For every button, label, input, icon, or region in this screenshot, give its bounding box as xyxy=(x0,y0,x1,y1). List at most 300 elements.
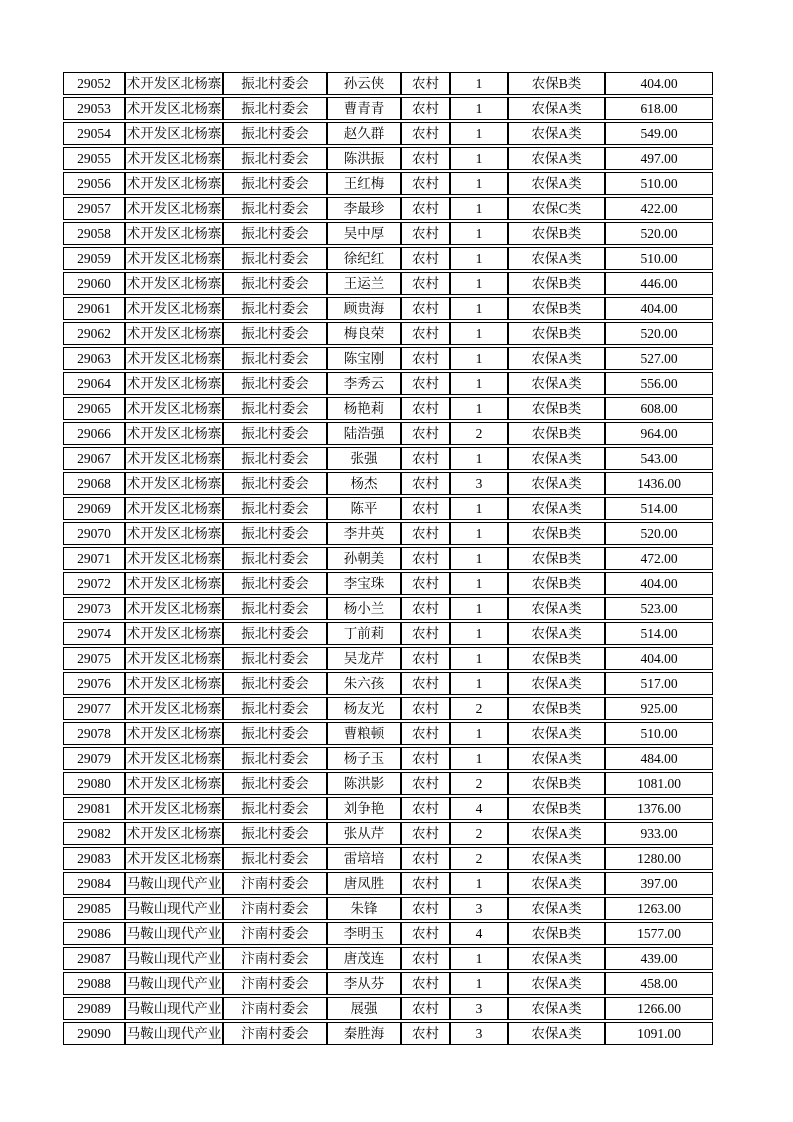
cell-record-id: 29069 xyxy=(63,497,125,520)
cell-village-committee: 振北村委会 xyxy=(223,847,327,870)
cell-village-committee: 振北村委会 xyxy=(223,197,327,220)
table-row xyxy=(63,147,713,170)
cell-person-name: 杨子玉 xyxy=(327,747,401,770)
cell-household-type: 农村 xyxy=(401,322,450,345)
cell-amount: 510.00 xyxy=(605,247,713,270)
cell-insurance-category: 农保B类 xyxy=(508,297,605,320)
cell-person-count: 1 xyxy=(450,572,508,595)
table-row xyxy=(63,997,713,1020)
cell-household-type: 农村 xyxy=(401,847,450,870)
cell-insurance-category: 农保A类 xyxy=(508,1022,605,1045)
cell-amount: 517.00 xyxy=(605,672,713,695)
cell-record-id: 29057 xyxy=(63,197,125,220)
cell-district: 马鞍山现代产业 xyxy=(125,897,223,920)
cell-record-id: 29082 xyxy=(63,822,125,845)
cell-district: 术开发区北杨寨 xyxy=(125,197,223,220)
cell-person-name: 梅良荣 xyxy=(327,322,401,345)
cell-record-id: 29075 xyxy=(63,647,125,670)
cell-person-name: 李秀云 xyxy=(327,372,401,395)
cell-insurance-category: 农保A类 xyxy=(508,672,605,695)
table-row xyxy=(63,922,713,945)
cell-insurance-category: 农保B类 xyxy=(508,72,605,95)
cell-person-name: 李井英 xyxy=(327,522,401,545)
cell-village-committee: 振北村委会 xyxy=(223,272,327,295)
cell-record-id: 29066 xyxy=(63,422,125,445)
cell-insurance-category: 农保A类 xyxy=(508,372,605,395)
table-row xyxy=(63,647,713,670)
cell-village-committee: 振北村委会 xyxy=(223,772,327,795)
cell-insurance-category: 农保B类 xyxy=(508,572,605,595)
cell-household-type: 农村 xyxy=(401,897,450,920)
cell-person-name: 吴龙芹 xyxy=(327,647,401,670)
table-row xyxy=(63,897,713,920)
cell-person-count: 1 xyxy=(450,622,508,645)
cell-district: 术开发区北杨寨 xyxy=(125,472,223,495)
cell-record-id: 29081 xyxy=(63,797,125,820)
document-page xyxy=(63,70,713,1047)
cell-household-type: 农村 xyxy=(401,447,450,470)
cell-record-id: 29062 xyxy=(63,322,125,345)
cell-person-name: 杨小兰 xyxy=(327,597,401,620)
cell-insurance-category: 农保B类 xyxy=(508,222,605,245)
cell-amount: 520.00 xyxy=(605,322,713,345)
cell-district: 术开发区北杨寨 xyxy=(125,72,223,95)
cell-person-count: 1 xyxy=(450,722,508,745)
cell-person-name: 孙朝美 xyxy=(327,547,401,570)
cell-record-id: 29085 xyxy=(63,897,125,920)
cell-amount: 446.00 xyxy=(605,272,713,295)
cell-district: 马鞍山现代产业 xyxy=(125,947,223,970)
table-row xyxy=(63,547,713,570)
cell-household-type: 农村 xyxy=(401,672,450,695)
cell-amount: 933.00 xyxy=(605,822,713,845)
cell-amount: 458.00 xyxy=(605,972,713,995)
table-row xyxy=(63,472,713,495)
cell-insurance-category: 农保A类 xyxy=(508,722,605,745)
cell-household-type: 农村 xyxy=(401,647,450,670)
cell-person-count: 1 xyxy=(450,147,508,170)
table-row xyxy=(63,722,713,745)
cell-person-count: 4 xyxy=(450,797,508,820)
cell-record-id: 29065 xyxy=(63,397,125,420)
cell-person-name: 杨杰 xyxy=(327,472,401,495)
cell-amount: 1266.00 xyxy=(605,997,713,1020)
cell-household-type: 农村 xyxy=(401,422,450,445)
cell-district: 马鞍山现代产业 xyxy=(125,922,223,945)
cell-household-type: 农村 xyxy=(401,547,450,570)
cell-district: 术开发区北杨寨 xyxy=(125,297,223,320)
table-row xyxy=(63,672,713,695)
cell-person-count: 1 xyxy=(450,172,508,195)
cell-person-count: 2 xyxy=(450,822,508,845)
cell-person-name: 雷培培 xyxy=(327,847,401,870)
cell-district: 术开发区北杨寨 xyxy=(125,272,223,295)
cell-household-type: 农村 xyxy=(401,822,450,845)
cell-record-id: 29067 xyxy=(63,447,125,470)
cell-household-type: 农村 xyxy=(401,147,450,170)
cell-insurance-category: 农保A类 xyxy=(508,97,605,120)
cell-record-id: 29084 xyxy=(63,872,125,895)
cell-amount: 608.00 xyxy=(605,397,713,420)
cell-record-id: 29063 xyxy=(63,347,125,370)
cell-amount: 1091.00 xyxy=(605,1022,713,1045)
cell-village-committee: 汴南村委会 xyxy=(223,897,327,920)
cell-district: 马鞍山现代产业 xyxy=(125,1022,223,1045)
cell-record-id: 29055 xyxy=(63,147,125,170)
cell-person-name: 曹粮顿 xyxy=(327,722,401,745)
cell-village-committee: 振北村委会 xyxy=(223,822,327,845)
cell-amount: 527.00 xyxy=(605,347,713,370)
cell-insurance-category: 农保B类 xyxy=(508,322,605,345)
cell-amount: 1081.00 xyxy=(605,772,713,795)
table-row xyxy=(63,122,713,145)
cell-record-id: 29083 xyxy=(63,847,125,870)
cell-amount: 510.00 xyxy=(605,722,713,745)
cell-household-type: 农村 xyxy=(401,1022,450,1045)
cell-village-committee: 振北村委会 xyxy=(223,547,327,570)
cell-insurance-category: 农保C类 xyxy=(508,197,605,220)
cell-district: 术开发区北杨寨 xyxy=(125,697,223,720)
cell-household-type: 农村 xyxy=(401,697,450,720)
cell-insurance-category: 农保B类 xyxy=(508,922,605,945)
cell-district: 术开发区北杨寨 xyxy=(125,122,223,145)
cell-record-id: 29078 xyxy=(63,722,125,745)
cell-household-type: 农村 xyxy=(401,197,450,220)
cell-record-id: 29052 xyxy=(63,72,125,95)
cell-district: 术开发区北杨寨 xyxy=(125,372,223,395)
cell-village-committee: 振北村委会 xyxy=(223,322,327,345)
cell-record-id: 29077 xyxy=(63,697,125,720)
cell-person-name: 孙云侠 xyxy=(327,72,401,95)
table-row xyxy=(63,372,713,395)
cell-record-id: 29076 xyxy=(63,672,125,695)
cell-person-count: 1 xyxy=(450,122,508,145)
cell-insurance-category: 农保A类 xyxy=(508,247,605,270)
cell-amount: 439.00 xyxy=(605,947,713,970)
cell-record-id: 29087 xyxy=(63,947,125,970)
cell-amount: 520.00 xyxy=(605,222,713,245)
cell-household-type: 农村 xyxy=(401,297,450,320)
cell-household-type: 农村 xyxy=(401,772,450,795)
table-row xyxy=(63,97,713,120)
cell-village-committee: 汴南村委会 xyxy=(223,997,327,1020)
cell-district: 术开发区北杨寨 xyxy=(125,622,223,645)
cell-amount: 404.00 xyxy=(605,297,713,320)
cell-district: 术开发区北杨寨 xyxy=(125,172,223,195)
cell-household-type: 农村 xyxy=(401,722,450,745)
cell-insurance-category: 农保A类 xyxy=(508,947,605,970)
cell-person-count: 3 xyxy=(450,472,508,495)
cell-district: 术开发区北杨寨 xyxy=(125,722,223,745)
cell-person-name: 陈宝刚 xyxy=(327,347,401,370)
cell-record-id: 29071 xyxy=(63,547,125,570)
cell-amount: 404.00 xyxy=(605,72,713,95)
table-row xyxy=(63,947,713,970)
cell-amount: 1263.00 xyxy=(605,897,713,920)
cell-person-name: 刘争艳 xyxy=(327,797,401,820)
table-row xyxy=(63,522,713,545)
table-row xyxy=(63,1022,713,1045)
cell-person-name: 李最珍 xyxy=(327,197,401,220)
cell-record-id: 29060 xyxy=(63,272,125,295)
cell-person-name: 吴中厚 xyxy=(327,222,401,245)
cell-insurance-category: 农保A类 xyxy=(508,997,605,1020)
cell-person-name: 张强 xyxy=(327,447,401,470)
cell-village-committee: 汴南村委会 xyxy=(223,922,327,945)
cell-district: 术开发区北杨寨 xyxy=(125,522,223,545)
cell-amount: 397.00 xyxy=(605,872,713,895)
cell-record-id: 29070 xyxy=(63,522,125,545)
cell-insurance-category: 农保A类 xyxy=(508,472,605,495)
cell-person-count: 1 xyxy=(450,522,508,545)
cell-district: 术开发区北杨寨 xyxy=(125,822,223,845)
cell-household-type: 农村 xyxy=(401,172,450,195)
table-row xyxy=(63,247,713,270)
cell-insurance-category: 农保B类 xyxy=(508,522,605,545)
table-row xyxy=(63,197,713,220)
cell-person-name: 赵久群 xyxy=(327,122,401,145)
cell-district: 术开发区北杨寨 xyxy=(125,572,223,595)
table-row xyxy=(63,747,713,770)
cell-person-count: 1 xyxy=(450,972,508,995)
cell-person-count: 1 xyxy=(450,297,508,320)
cell-insurance-category: 农保A类 xyxy=(508,622,605,645)
cell-amount: 618.00 xyxy=(605,97,713,120)
cell-village-committee: 汴南村委会 xyxy=(223,972,327,995)
cell-village-committee: 振北村委会 xyxy=(223,572,327,595)
cell-village-committee: 振北村委会 xyxy=(223,172,327,195)
table-row xyxy=(63,422,713,445)
cell-person-count: 1 xyxy=(450,347,508,370)
cell-village-committee: 汴南村委会 xyxy=(223,1022,327,1045)
cell-district: 术开发区北杨寨 xyxy=(125,772,223,795)
table-row xyxy=(63,872,713,895)
cell-person-count: 1 xyxy=(450,247,508,270)
table-row xyxy=(63,347,713,370)
cell-household-type: 农村 xyxy=(401,572,450,595)
cell-record-id: 29088 xyxy=(63,972,125,995)
cell-insurance-category: 农保A类 xyxy=(508,972,605,995)
cell-person-count: 1 xyxy=(450,872,508,895)
cell-person-name: 张从芹 xyxy=(327,822,401,845)
cell-amount: 543.00 xyxy=(605,447,713,470)
cell-district: 术开发区北杨寨 xyxy=(125,147,223,170)
payment-roster-table xyxy=(63,70,713,1047)
cell-record-id: 29053 xyxy=(63,97,125,120)
cell-village-committee: 振北村委会 xyxy=(223,222,327,245)
table-row xyxy=(63,447,713,470)
cell-village-committee: 振北村委会 xyxy=(223,497,327,520)
cell-person-count: 1 xyxy=(450,947,508,970)
cell-person-name: 王红梅 xyxy=(327,172,401,195)
cell-insurance-category: 农保A类 xyxy=(508,897,605,920)
cell-insurance-category: 农保B类 xyxy=(508,797,605,820)
cell-record-id: 29056 xyxy=(63,172,125,195)
cell-person-name: 李明玉 xyxy=(327,922,401,945)
cell-village-committee: 振北村委会 xyxy=(223,147,327,170)
cell-amount: 549.00 xyxy=(605,122,713,145)
cell-district: 术开发区北杨寨 xyxy=(125,847,223,870)
cell-record-id: 29086 xyxy=(63,922,125,945)
cell-person-count: 1 xyxy=(450,272,508,295)
cell-person-count: 3 xyxy=(450,897,508,920)
table-row xyxy=(63,72,713,95)
cell-village-committee: 振北村委会 xyxy=(223,422,327,445)
cell-amount: 520.00 xyxy=(605,522,713,545)
cell-record-id: 29059 xyxy=(63,247,125,270)
cell-district: 术开发区北杨寨 xyxy=(125,247,223,270)
cell-amount: 472.00 xyxy=(605,547,713,570)
cell-district: 马鞍山现代产业 xyxy=(125,872,223,895)
cell-record-id: 29079 xyxy=(63,747,125,770)
cell-insurance-category: 农保A类 xyxy=(508,822,605,845)
cell-district: 术开发区北杨寨 xyxy=(125,397,223,420)
cell-insurance-category: 农保B类 xyxy=(508,547,605,570)
cell-village-committee: 振北村委会 xyxy=(223,297,327,320)
cell-person-name: 展强 xyxy=(327,997,401,1020)
cell-village-committee: 振北村委会 xyxy=(223,797,327,820)
cell-amount: 964.00 xyxy=(605,422,713,445)
cell-person-name: 丁前莉 xyxy=(327,622,401,645)
cell-person-name: 李宝珠 xyxy=(327,572,401,595)
cell-district: 术开发区北杨寨 xyxy=(125,547,223,570)
cell-person-count: 3 xyxy=(450,997,508,1020)
cell-village-committee: 振北村委会 xyxy=(223,397,327,420)
cell-insurance-category: 农保A类 xyxy=(508,172,605,195)
cell-person-name: 杨艳莉 xyxy=(327,397,401,420)
cell-household-type: 农村 xyxy=(401,397,450,420)
cell-record-id: 29061 xyxy=(63,297,125,320)
cell-village-committee: 振北村委会 xyxy=(223,472,327,495)
cell-person-name: 陈洪影 xyxy=(327,772,401,795)
cell-village-committee: 振北村委会 xyxy=(223,747,327,770)
cell-district: 术开发区北杨寨 xyxy=(125,97,223,120)
table-row xyxy=(63,297,713,320)
cell-person-count: 1 xyxy=(450,322,508,345)
cell-person-name: 秦胜海 xyxy=(327,1022,401,1045)
cell-village-committee: 振北村委会 xyxy=(223,97,327,120)
cell-district: 术开发区北杨寨 xyxy=(125,597,223,620)
cell-person-count: 2 xyxy=(450,422,508,445)
cell-village-committee: 振北村委会 xyxy=(223,672,327,695)
cell-amount: 514.00 xyxy=(605,497,713,520)
cell-village-committee: 振北村委会 xyxy=(223,122,327,145)
cell-person-name: 陈洪振 xyxy=(327,147,401,170)
cell-district: 术开发区北杨寨 xyxy=(125,747,223,770)
cell-amount: 404.00 xyxy=(605,647,713,670)
table-row xyxy=(63,172,713,195)
cell-person-name: 曹青青 xyxy=(327,97,401,120)
cell-person-count: 1 xyxy=(450,222,508,245)
table-row xyxy=(63,597,713,620)
cell-district: 术开发区北杨寨 xyxy=(125,672,223,695)
cell-amount: 510.00 xyxy=(605,172,713,195)
table-row xyxy=(63,272,713,295)
table-row xyxy=(63,697,713,720)
cell-person-name: 杨友光 xyxy=(327,697,401,720)
cell-village-committee: 振北村委会 xyxy=(223,372,327,395)
cell-insurance-category: 农保A类 xyxy=(508,447,605,470)
cell-district: 术开发区北杨寨 xyxy=(125,322,223,345)
cell-district: 术开发区北杨寨 xyxy=(125,497,223,520)
cell-person-count: 1 xyxy=(450,647,508,670)
cell-district: 术开发区北杨寨 xyxy=(125,647,223,670)
cell-amount: 1280.00 xyxy=(605,847,713,870)
cell-insurance-category: 农保B类 xyxy=(508,772,605,795)
cell-person-count: 2 xyxy=(450,772,508,795)
cell-person-name: 唐凤胜 xyxy=(327,872,401,895)
cell-record-id: 29089 xyxy=(63,997,125,1020)
cell-record-id: 29058 xyxy=(63,222,125,245)
cell-person-count: 1 xyxy=(450,447,508,470)
cell-district: 术开发区北杨寨 xyxy=(125,347,223,370)
cell-person-name: 王运兰 xyxy=(327,272,401,295)
cell-district: 术开发区北杨寨 xyxy=(125,797,223,820)
cell-household-type: 农村 xyxy=(401,622,450,645)
cell-village-committee: 振北村委会 xyxy=(223,697,327,720)
table-row xyxy=(63,397,713,420)
cell-amount: 925.00 xyxy=(605,697,713,720)
cell-household-type: 农村 xyxy=(401,472,450,495)
cell-household-type: 农村 xyxy=(401,972,450,995)
cell-person-count: 1 xyxy=(450,97,508,120)
cell-district: 马鞍山现代产业 xyxy=(125,972,223,995)
cell-person-name: 唐茂连 xyxy=(327,947,401,970)
cell-insurance-category: 农保A类 xyxy=(508,597,605,620)
table-row xyxy=(63,797,713,820)
cell-insurance-category: 农保B类 xyxy=(508,422,605,445)
cell-person-count: 1 xyxy=(450,397,508,420)
table-row xyxy=(63,622,713,645)
cell-person-count: 1 xyxy=(450,372,508,395)
cell-household-type: 农村 xyxy=(401,522,450,545)
cell-district: 马鞍山现代产业 xyxy=(125,997,223,1020)
cell-household-type: 农村 xyxy=(401,872,450,895)
cell-person-count: 1 xyxy=(450,597,508,620)
cell-person-count: 4 xyxy=(450,922,508,945)
cell-amount: 404.00 xyxy=(605,572,713,595)
cell-person-count: 1 xyxy=(450,672,508,695)
table-row xyxy=(63,972,713,995)
cell-insurance-category: 农保A类 xyxy=(508,747,605,770)
cell-household-type: 农村 xyxy=(401,947,450,970)
table-row xyxy=(63,222,713,245)
cell-household-type: 农村 xyxy=(401,247,450,270)
cell-person-count: 2 xyxy=(450,697,508,720)
cell-household-type: 农村 xyxy=(401,797,450,820)
cell-person-name: 朱六孩 xyxy=(327,672,401,695)
cell-household-type: 农村 xyxy=(401,922,450,945)
cell-insurance-category: 农保B类 xyxy=(508,272,605,295)
cell-insurance-category: 农保A类 xyxy=(508,847,605,870)
cell-person-name: 顾贵海 xyxy=(327,297,401,320)
cell-village-committee: 振北村委会 xyxy=(223,247,327,270)
cell-record-id: 29074 xyxy=(63,622,125,645)
table-body xyxy=(63,72,713,1045)
cell-person-count: 1 xyxy=(450,72,508,95)
cell-amount: 514.00 xyxy=(605,622,713,645)
cell-district: 术开发区北杨寨 xyxy=(125,222,223,245)
cell-person-name: 徐纪红 xyxy=(327,247,401,270)
cell-amount: 556.00 xyxy=(605,372,713,395)
table-row xyxy=(63,572,713,595)
cell-person-name: 陈平 xyxy=(327,497,401,520)
cell-insurance-category: 农保B类 xyxy=(508,397,605,420)
cell-household-type: 农村 xyxy=(401,747,450,770)
table-row xyxy=(63,772,713,795)
cell-household-type: 农村 xyxy=(401,222,450,245)
cell-person-count: 1 xyxy=(450,547,508,570)
